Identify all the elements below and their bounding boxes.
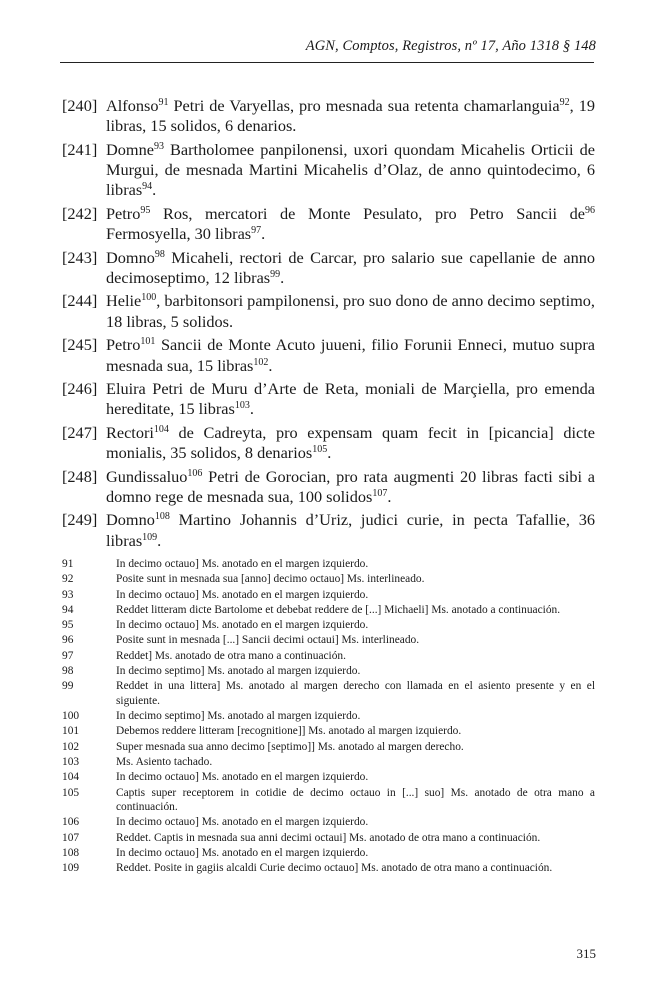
footnote-number: 91 [62, 558, 74, 570]
footnote [62, 588, 595, 603]
footnote [62, 861, 595, 876]
footnote [62, 709, 595, 724]
entry-number: [244] [62, 291, 98, 311]
footnote [62, 740, 595, 755]
entry-text [106, 204, 595, 245]
footnote-text: Reddet in una littera] Ms. anotado al margen derecho con llamada en el asiento presente y en el siguiente. [116, 680, 595, 707]
entry-text-segment: Micaheli, rectori de Carcar, pro salario sue capellanie de anno decimoseptimo, 12 libras [106, 247, 595, 287]
footnote-number: 93 [62, 588, 74, 601]
entry-text-segment: Helie [106, 291, 142, 311]
footnote-text: Debemos reddere litteram [recognitione]] Ms. anotado al margen izquierdo. [116, 725, 462, 738]
page-number: 315 [576, 946, 596, 961]
entry-text-segment: Domno [106, 247, 155, 267]
footnote [62, 618, 595, 633]
footnote-marker: 95 [140, 204, 151, 216]
entry-text-segment: Petro [106, 203, 141, 223]
entry-text-segment: Alfonso [106, 96, 159, 115]
footnote-marker: 98 [154, 248, 165, 260]
entry-text [106, 248, 595, 289]
entry-text-segment: Domne [106, 139, 154, 159]
entry-text-segment: Petro [106, 335, 141, 355]
entry-text-segment: Petri de Gorocian, pro rata augmenti 20 libras facti sibi a domno rege de mesnada sua, 100 solidos [106, 466, 595, 506]
entry-text-segment: . [387, 486, 392, 506]
footnote-text: Reddet. Posite in gagiis alcaldi Curie decimo octauo] Ms. anotado de otra mano a continuación. [116, 862, 553, 875]
entry-number: [246] [62, 378, 98, 398]
footnote-text: Posite sunt in mesnada [...] Sancii decimi octaui] Ms. interlineado. [116, 634, 420, 647]
entry [62, 510, 595, 551]
footnote-marker: 104 [153, 423, 169, 435]
entry-text-segment: Gundissaluo [106, 466, 188, 486]
footnote-number: 100 [62, 710, 80, 723]
footnote-marker: 102 [253, 356, 269, 368]
footnote-marker: 99 [270, 268, 281, 280]
footnote-number: 96 [62, 634, 74, 647]
footnote-number: 95 [62, 619, 74, 632]
entry [62, 140, 595, 201]
footnote-number: 106 [62, 816, 80, 829]
entry-number: [242] [62, 203, 98, 223]
entry-text-segment: Ros, mercatori de Monte Pesulato, pro Petro Sancii de [150, 203, 585, 223]
footnote-number: 105 [62, 786, 80, 799]
entry-text-segment: . [157, 530, 162, 550]
entry-text [106, 140, 595, 201]
entry-text [106, 467, 595, 508]
entry-text-segment: Bartholomee panpilonensi, uxori quondam Micahelis Orticii de Murgui, de mesnada Martini Micahelis d’Olaz, de anno quintodecimo, 6 libras [106, 139, 595, 200]
footnote-text: In decimo octauo] Ms. anotado en el margen izquierdo. [116, 588, 369, 601]
footnote-number: 107 [62, 831, 80, 844]
footnote-number: 109 [62, 862, 80, 875]
footnote [62, 572, 595, 587]
footnote-number: 92 [62, 573, 74, 586]
footnote-marker: 92 [559, 97, 570, 108]
footnote-marker: 100 [141, 292, 157, 304]
entry [62, 204, 595, 245]
footnote-text: In decimo octauo] Ms. anotado en el margen izquierdo. [116, 771, 369, 784]
footnote-number: 99 [62, 680, 74, 693]
footnote [62, 846, 595, 861]
footnote-text: In decimo octauo] Ms. anotado en el margen izquierdo. [116, 619, 369, 632]
footnote-marker: 97 [251, 225, 262, 237]
entry-text-segment: de Cadreyta, pro expensam quam fecit in [picancia] dicte monialis, 35 solidos, 8 denarios [106, 422, 595, 463]
footnote-marker: 108 [154, 511, 170, 523]
footnote-number: 104 [62, 771, 80, 784]
entry-number: [247] [62, 422, 98, 442]
footnote [62, 815, 595, 830]
entry-text-segment: Domno [106, 510, 155, 530]
footnote-marker: 101 [140, 336, 156, 348]
entry-text-segment: Eluira Petri de Muru d’Arte de Reta, moniali de Març​iella, pro emenda hereditate, 15 libras [106, 378, 595, 419]
footnote-marker: 109 [142, 531, 158, 543]
footnote [62, 664, 595, 679]
entry-text-segment: Rectori [106, 422, 154, 442]
entry-text [106, 96, 595, 137]
footnote-text: In decimo octauo] Ms. anotado en el margen izquierdo. [116, 558, 369, 570]
footnote [62, 831, 595, 846]
entry-text-segment: . [152, 180, 157, 200]
entry [62, 248, 595, 289]
footnote-text: In decimo octauo] Ms. anotado en el margen izquierdo. [116, 847, 369, 860]
footnote [62, 786, 595, 815]
entry [62, 291, 595, 332]
entry-number: [245] [62, 335, 98, 355]
entry-text-segment: . [327, 443, 332, 463]
footnote-marker: 94 [142, 181, 153, 193]
footnote [62, 724, 595, 739]
entry-text-segment: , 19 libras, 15 solidos, 6 denarios. [106, 96, 596, 136]
footnote-text: Captis super receptorem in cotidie de decimo octauo in [...] suo] Ms. anotado de otra mano a continuación. [116, 786, 595, 814]
footnote [62, 603, 595, 618]
footnote [62, 633, 595, 648]
entry-text [106, 291, 595, 332]
footnote-text: Reddet litteram dicte Bartolome et debebat reddere de [...] Michaeli] Ms. anotado a continuación. [116, 603, 561, 616]
footnote-text: Posite sunt in mesnada sua [anno] decimo octauo] Ms. interlineado. [116, 573, 425, 586]
footnote-marker: 91 [158, 97, 169, 108]
entry [62, 423, 595, 464]
footnote [62, 770, 595, 785]
entry-number: [243] [62, 247, 98, 267]
entry-text [106, 335, 595, 376]
footnote-text: In decimo septimo] Ms. anotado al margen izquierdo. [116, 710, 361, 723]
entry [62, 467, 595, 508]
footnote [62, 679, 595, 708]
entry-text [106, 379, 595, 420]
entry-number: [249] [62, 510, 98, 530]
entry-text-segment: . [249, 399, 254, 419]
footnote-number: 103 [62, 756, 80, 769]
footnote-marker: 103 [234, 400, 250, 412]
footnote-text: In decimo septimo] Ms. anotado al margen izquierdo. [116, 665, 361, 678]
footnote-text: In decimo octauo] Ms. anotado en el margen izquierdo. [116, 816, 369, 829]
entries-list [62, 96, 595, 554]
entry-text [106, 423, 595, 464]
entry-text [106, 510, 595, 551]
footnotes-list [62, 557, 595, 877]
header-rule [60, 62, 594, 63]
footnote-number: 102 [62, 740, 80, 753]
footnote-number: 94 [62, 603, 74, 616]
footnote-marker: 96 [585, 204, 595, 216]
footnote-number: 97 [62, 649, 74, 662]
entry [62, 335, 595, 376]
entry-text-segment: . [280, 267, 285, 287]
footnote-text: Reddet. Captis in mesnada sua anni decimi octaui] Ms. anotado de otra mano a continuación. [116, 831, 541, 844]
entry-text-segment: . [268, 355, 273, 375]
running-head: AGN, Comptos, Registros, nº 17, Año 1318 § 148 [305, 38, 596, 54]
entry-text-segment: . [261, 224, 266, 244]
entry-text-segment: Petri de Varyellas, pro mesnada sua retenta chamarlanguia [168, 96, 560, 115]
entry-text-segment: Fermosyella, 30 libras [106, 224, 252, 244]
footnote-number: 98 [62, 665, 74, 678]
footnote-marker: 105 [312, 444, 328, 456]
entry [62, 379, 595, 420]
footnote-marker: 106 [187, 467, 203, 479]
entry-number: [248] [62, 466, 98, 486]
entry-text-segment: , barbitonsori pampilonensi, pro suo dono de anno decimo septimo, 18 libras, 5 solidos. [106, 291, 595, 331]
entry-number: [240] [62, 96, 98, 115]
footnote-marker: 107 [372, 487, 388, 499]
footnote-number: 101 [62, 725, 80, 738]
footnote-number: 108 [62, 847, 80, 860]
entry-text-segment: Martino Johannis d’Uriz, judici curie, in pecta Tafallie, 36 libras [106, 510, 595, 550]
entry-text-segment: Sancii de Monte Acuto juueni, filio Forunii Enneci, mutuo supra mesnada sua, 15 libras [106, 335, 595, 375]
footnote-text: Super mesnada sua anno decimo [septimo]] Ms. anotado al margen derecho. [116, 740, 464, 753]
entry-number: [241] [62, 139, 98, 159]
footnote [62, 755, 595, 770]
footnote [62, 649, 595, 664]
footnote-marker: 93 [153, 140, 164, 152]
footnote-text: Ms. Asiento tachado. [116, 756, 213, 769]
entry [62, 96, 595, 137]
footnote-text: Reddet] Ms. anotado de otra mano a continuación. [116, 649, 346, 662]
footnote [62, 557, 595, 572]
